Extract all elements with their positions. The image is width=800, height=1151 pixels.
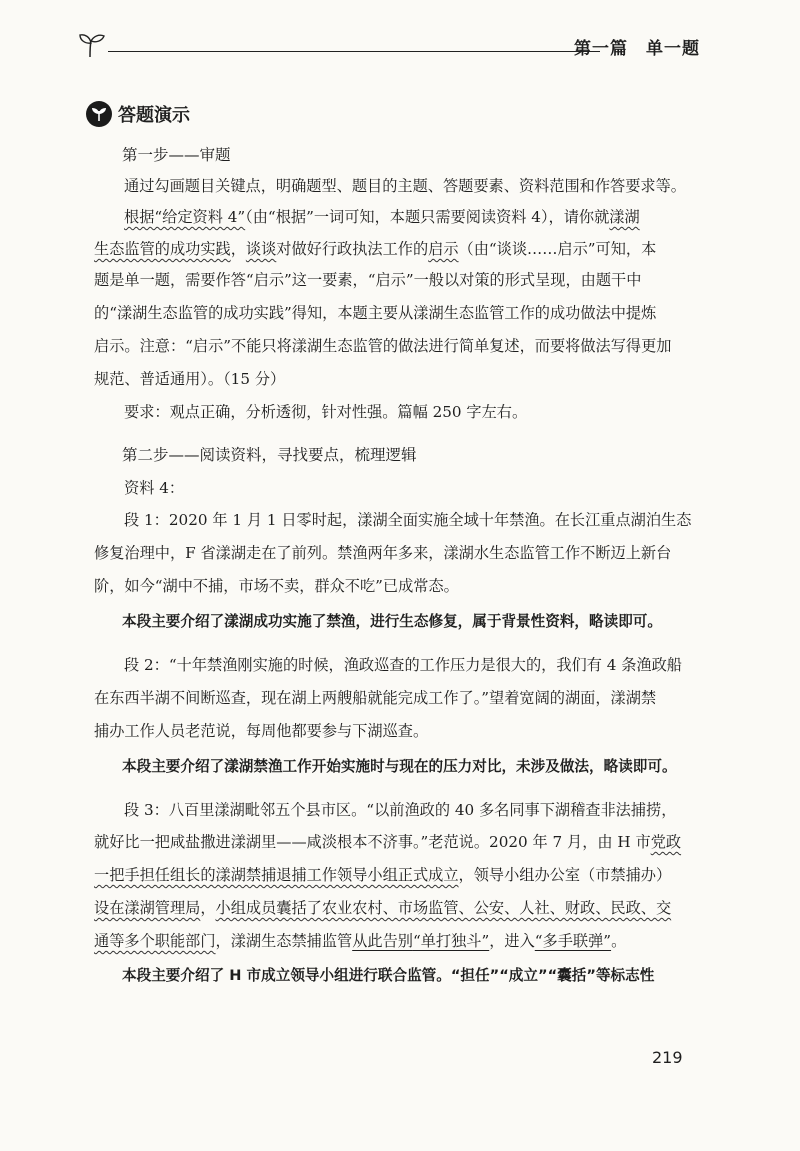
text-span: ，漾湖生态禁捕监管 bbox=[215, 932, 353, 950]
text-line bbox=[94, 865, 671, 885]
annotated-phrase: 一把手担任组长的漾湖禁捕退捕工作领导小组正式成立 bbox=[94, 866, 459, 884]
text-span: ， bbox=[230, 240, 246, 258]
leaf-icon bbox=[86, 101, 112, 127]
text-span: ，领导小组办公室（市禁捕办） bbox=[458, 866, 672, 884]
annotated-phrase: 谈谈 bbox=[245, 240, 277, 258]
step-one-heading: 第一步——审题 bbox=[122, 146, 231, 164]
annotated-phrase: “多手联弹” bbox=[534, 932, 612, 950]
requirement-line: 要求：观点正确，分析透彻，针对性强。篇幅 250 字左右。 bbox=[124, 403, 528, 421]
text-span: （由“根据”一词可知，本题只需要阅读资料 4），请你就 bbox=[245, 208, 610, 226]
text-line: 的“漾湖生态监管的成功实践”得知，本题主要从漾湖生态监管工作的成功做法中提炼 bbox=[94, 304, 657, 322]
analysis-note: 本段主要介绍了漾湖成功实施了禁渔，进行生态修复，属于背景性资料，略读即可。 bbox=[122, 613, 662, 630]
text-line: 段 1：2020 年 1 月 1 日零时起，漾湖全面实施全域十年禁渔。在长江重点湖泊生态 bbox=[124, 511, 692, 529]
running-header bbox=[78, 30, 700, 70]
text-line: 修复治理中，F 省漾湖走在了前列。禁渔两年多来，漾湖水生态监管工作不断迈上新台 bbox=[94, 544, 672, 562]
section-heading bbox=[86, 100, 190, 128]
text-line bbox=[94, 898, 671, 918]
sprout-icon bbox=[78, 30, 112, 60]
text-span: 。 bbox=[611, 932, 627, 950]
text-line: 启示。注意：“启示”不能只将漾湖生态监管的做法进行简单复述，而要将做法写得更加 bbox=[94, 337, 672, 355]
text-span: 对做好行政执法工作的 bbox=[276, 240, 429, 258]
text-line bbox=[94, 239, 656, 259]
annotated-phrase: 党政 bbox=[650, 833, 682, 851]
text-line: 通过勾画题目关键点，明确题型、题目的主题、答题要素、资料范围和作答要求等。 bbox=[124, 177, 686, 195]
section-title: 答题演示 bbox=[118, 105, 190, 126]
annotated-phrase: 从此告别 bbox=[352, 932, 413, 950]
annotated-phrase: 设在漾湖管理局 bbox=[94, 899, 201, 917]
text-span: ， bbox=[200, 899, 216, 917]
text-line: 阶，如今“湖中不捕，市场不卖，群众不吃”已成常态。 bbox=[94, 577, 459, 595]
text-line: 段 2：“十年禁渔刚实施的时候，渔政巡查的工作压力是很大的，我们有 4 条渔政船 bbox=[124, 656, 682, 674]
header-rule bbox=[108, 51, 600, 52]
step-two-heading: 第二步——阅读资料，寻找要点，梳理逻辑 bbox=[122, 446, 417, 464]
text-line bbox=[94, 832, 681, 852]
annotated-phrase: 漾湖 bbox=[609, 208, 640, 226]
text-line: 在东西半湖不间断巡查，现在湖上两艘船就能完成工作了。”望着宽阔的湖面，漾湖禁 bbox=[94, 689, 657, 707]
annotated-phrase: 根据“给定资料 4” bbox=[124, 208, 246, 226]
annotated-phrase: 启示 bbox=[428, 240, 459, 258]
annotated-phrase: 小组成员囊括了农业农村、市场监管、公安、人社、财政、民政、交 bbox=[215, 899, 672, 917]
text-line bbox=[124, 207, 640, 227]
text-line bbox=[94, 931, 626, 951]
header-title: 第一篇 单一题 bbox=[574, 39, 700, 59]
text-line: 规范、普适通用）。（15 分） bbox=[94, 370, 286, 388]
text-line: 段 3：八百里漾湖毗邻五个县市区。“以前渔政的 40 多名同事下湖稽查非法捕捞， bbox=[124, 801, 677, 819]
material-label: 资料 4： bbox=[124, 479, 185, 497]
annotated-phrase: “单打独斗” bbox=[412, 932, 490, 950]
analysis-note: 本段主要介绍了漾湖禁渔工作开始实施时与现在的压力对比，未涉及做法，略读即可。 bbox=[122, 758, 677, 775]
text-span: ，进入 bbox=[489, 932, 535, 950]
page-number: 219 bbox=[652, 1048, 683, 1067]
text-span: 就好比一把咸盐撒进漾湖里——咸淡根本不济事。”老范说。2020 年 7 月，由 H 市 bbox=[94, 833, 651, 851]
analysis-note: 本段主要介绍了 H 市成立领导小组进行联合监管。“担任”“成立”“囊括”等标志性 bbox=[122, 967, 655, 984]
text-line: 捕办工作人员老范说，每周他都要参与下湖巡查。 bbox=[94, 722, 429, 740]
annotated-phrase: 生态监管的成功实践 bbox=[94, 240, 231, 258]
text-line: 题是单一题，需要作答“启示”这一要素，“启示”一般以对策的形式呈现，由题干中 bbox=[94, 271, 642, 289]
annotated-phrase: 通等多个职能部门 bbox=[94, 932, 216, 950]
text-span: （由“谈谈……启示”可知，本 bbox=[458, 240, 657, 258]
